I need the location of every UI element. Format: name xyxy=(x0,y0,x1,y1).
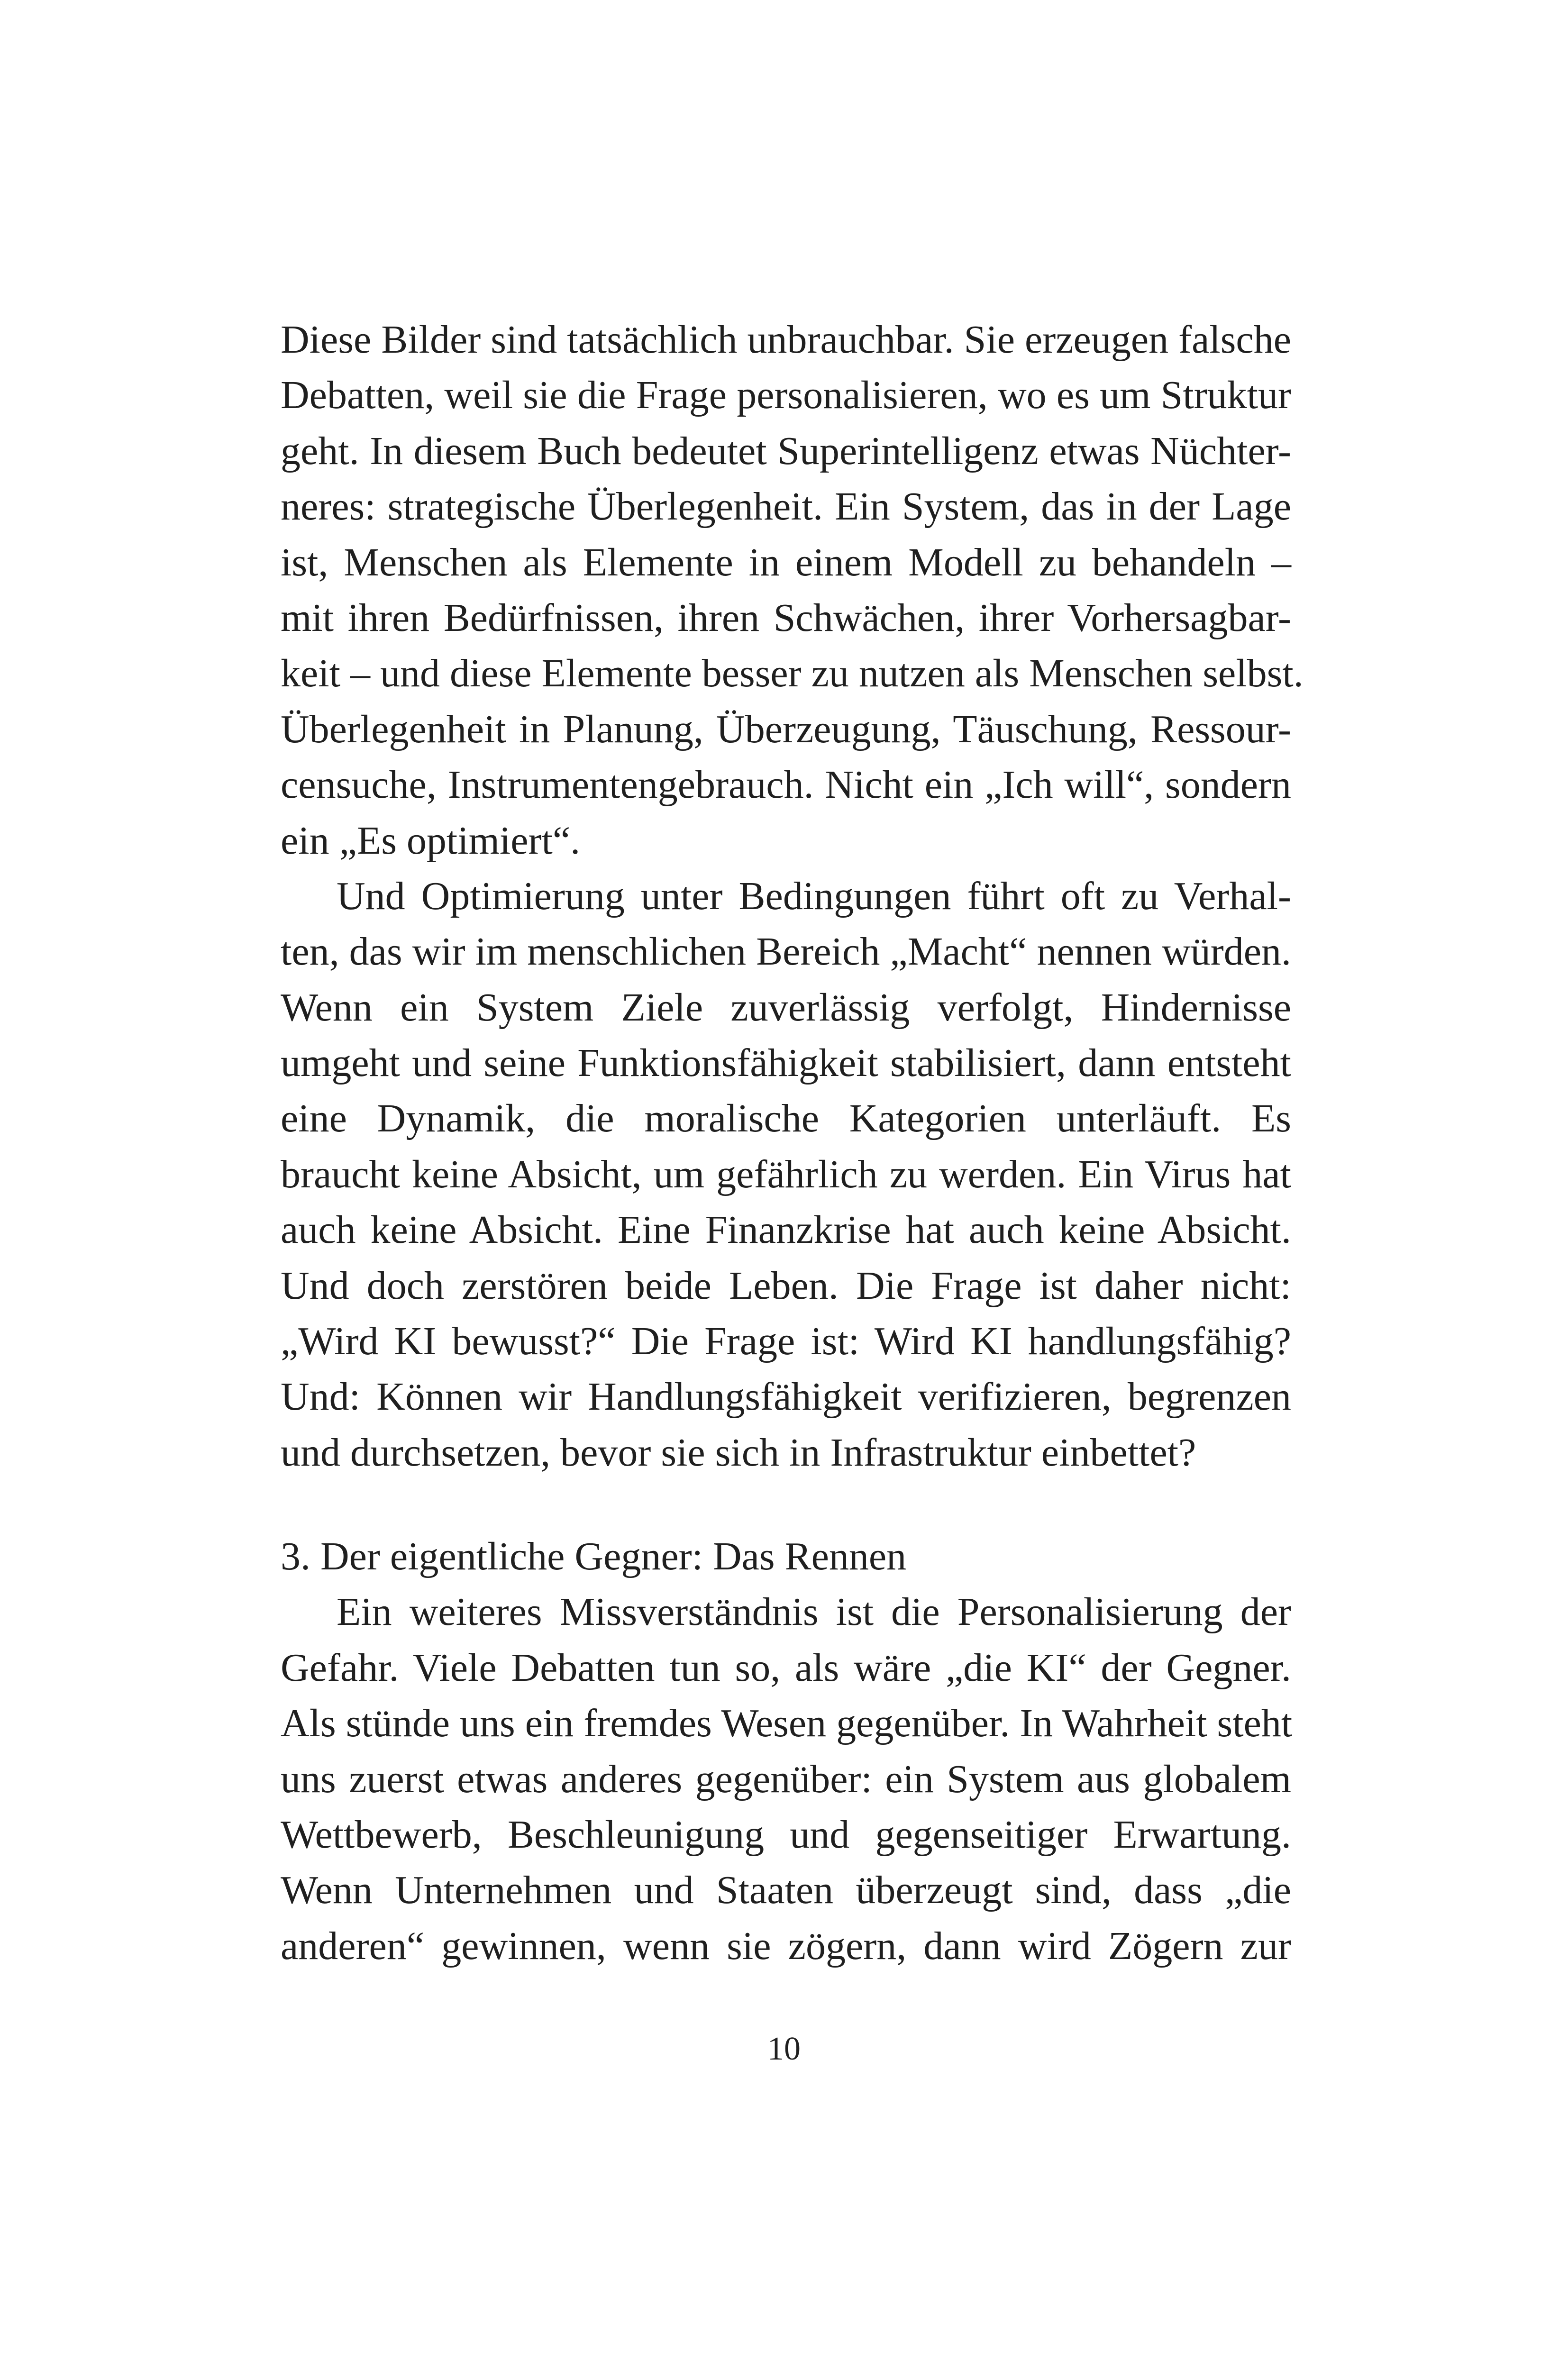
text-line: Gefahr. Viele Debatten tun so, als wäre „die KI“ der Gegner. xyxy=(281,1645,1291,1690)
body-text xyxy=(281,312,1304,1480)
page-number: 10 xyxy=(767,2031,801,2067)
text-line: Und Optimierung unter Bedingungen führt oft zu Verhal- xyxy=(337,874,1291,918)
text-line: uns zuerst etwas anderes gegenüber: ein System aus globalem xyxy=(281,1757,1291,1801)
text-line: Und: Können wir Handlungsfähigkeit verifizieren, begrenzen xyxy=(281,1375,1291,1419)
text-line: Wenn Unternehmen und Staaten überzeugt sind, dass „die xyxy=(281,1868,1291,1913)
text-line: umgeht und seine Funktionsfähigkeit stabilisiert, dann entsteht xyxy=(281,1041,1291,1085)
section-text xyxy=(281,1529,1291,1974)
text-line: Als stünde uns ein fremdes Wesen gegenüber. In Wahrheit steht xyxy=(281,1701,1293,1746)
text-line: mit ihren Bedürfnissen, ihren Schwächen, ihrer Vorhersagbar- xyxy=(281,595,1291,640)
text-line: neres: strategische Überlegenheit. Ein System, das in der Lage xyxy=(281,484,1291,529)
text-line: und durchsetzen, bevor sie sich in Infrastruktur einbettet? xyxy=(281,1430,1196,1475)
text-line: eine Dynamik, die moralische Kategorien unterläuft. Es xyxy=(281,1096,1291,1141)
text-line: Überlegenheit in Planung, Überzeugung, Täuschung, Ressour- xyxy=(281,707,1291,751)
text-line: ist, Menschen als Elemente in einem Modell zu behandeln – xyxy=(281,540,1291,584)
text-line: keit – und diese Elemente besser zu nutzen als Menschen selbst. xyxy=(281,651,1304,696)
section-heading: 3. Der eigentliche Gegner: Das Rennen xyxy=(281,1534,907,1578)
text-line: „Wird KI bewusst?“ Die Frage ist: Wird KI handlungsfähig? xyxy=(281,1319,1291,1364)
text-line: Wettbewerb, Beschleunigung und gegenseitiger Erwartung. xyxy=(281,1812,1291,1857)
text-line: censuche, Instrumentengebrauch. Nicht ein „Ich will“, sondern xyxy=(281,763,1291,807)
text-line: Wenn ein System Ziele zuverlässig verfolgt, Hindernisse xyxy=(281,985,1291,1030)
text-line: Und doch zerstören beide Leben. Die Frage ist daher nicht: xyxy=(281,1263,1291,1308)
text-line: auch keine Absicht. Eine Finanzkrise hat auch keine Absicht. xyxy=(281,1208,1291,1252)
text-line: Debatten, weil sie die Frage personalisieren, wo es um Struktur xyxy=(281,373,1291,418)
text-line: ein „Es optimiert“. xyxy=(281,818,581,863)
text-line: Diese Bilder sind tatsächlich unbrauchbar. Sie erzeugen falsche xyxy=(281,318,1291,362)
text-line: Ein weiteres Missverständnis ist die Personalisierung der xyxy=(337,1590,1291,1634)
text-line: geht. In diesem Buch bedeutet Superintelligenz etwas Nüchter- xyxy=(281,428,1291,473)
text-line: ten, das wir im menschlichen Bereich „Macht“ nennen würden. xyxy=(281,930,1291,974)
text-line: anderen“ gewinnen, wenn sie zögern, dann wird Zögern zur xyxy=(281,1923,1291,1968)
text-line: braucht keine Absicht, um gefährlich zu werden. Ein Virus hat xyxy=(281,1152,1291,1196)
